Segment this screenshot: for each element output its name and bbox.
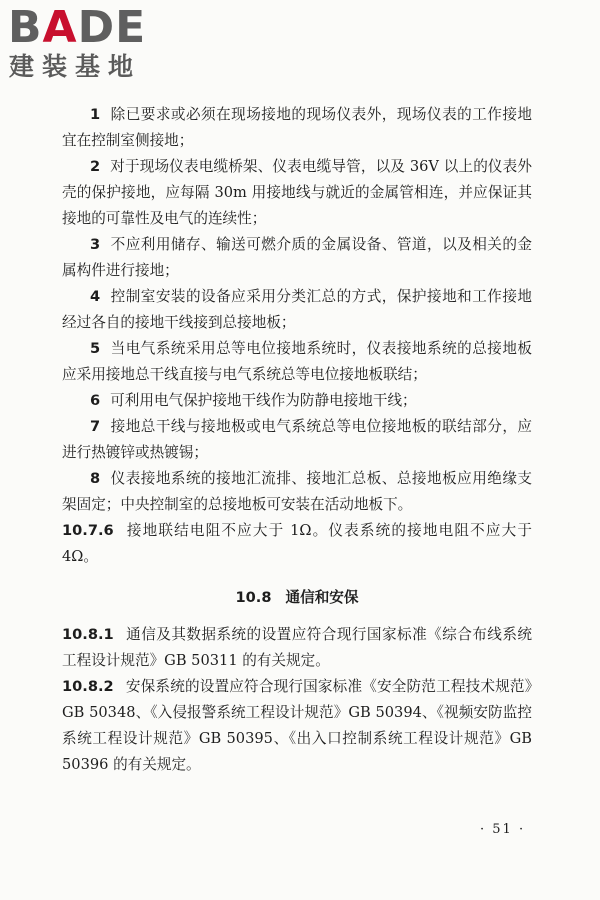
list-item: 6 可利用电气保护接地干线作为防静电接地干线； (90, 392, 417, 409)
list-item: 5 当电气系统采用总等电位接地系统时，仪表接地系统的总接地板应采用接地总干线直接与电气系统总等电位接地板联结； (62, 340, 532, 383)
list-item: 3 不应利用储存、输送可燃介质的金属设备、管道，以及相关的金属构件进行接地； (62, 236, 532, 279)
logo-subtitle: 建装基地 (9, 52, 142, 81)
list-item: 8 仪表接地系统的接地汇流排、接地汇总板、总接地板应用绝缘支架固定；中央控制室的总接地板可安装在活动地板下。 (62, 470, 532, 513)
list-item: 2 对于现场仪表电缆桥架、仪表电缆导管，以及 36V 以上的仪表外壳的保护接地，应每隔 30m 用接地线与就近的金属管相连，并应保证其接地的可靠性及电气的连续性； (62, 158, 532, 227)
clause-10-7-6: 10.7.6 接地联结电阻不应大于 1Ω。仪表系统的接地电阻不应大于 4Ω。 (62, 522, 532, 565)
page-number: · 51 · (480, 822, 526, 837)
logo-wordmark: BADE (8, 2, 147, 53)
list-item: 4 控制室安装的设备应采用分类汇总的方式，保护接地和工作接地经过各自的接地干线接到总接地板； (62, 288, 532, 331)
clause-10-8-2: 10.8.2 安保系统的设置应符合现行国家标准《安全防范工程技术规范》GB 50348、《入侵报警系统工程设计规范》GB 50394、《视频安防监控系统工程设计规范》GB 50395、《出入口控制系统工程设计规范》GB 50396 的有关规定。 (62, 678, 532, 773)
clause-10-8-1: 10.8.1 通信及其数据系统的设置应符合现行国家标准《综合布线系统工程设计规范》GB 50311 的有关规定。 (62, 626, 532, 669)
section-heading: 10.8 通信和安保 (235, 589, 359, 606)
list-item: 1 除已要求或必须在现场接地的现场仪表外，现场仪表的工作接地宜在控制室侧接地； (62, 106, 532, 149)
bade-logo (8, 4, 178, 84)
list-item: 7 接地总干线与接地极或电气系统总等电位接地板的联结部分，应进行热镀锌或热镀锡； (62, 418, 532, 461)
document-body (62, 102, 532, 778)
